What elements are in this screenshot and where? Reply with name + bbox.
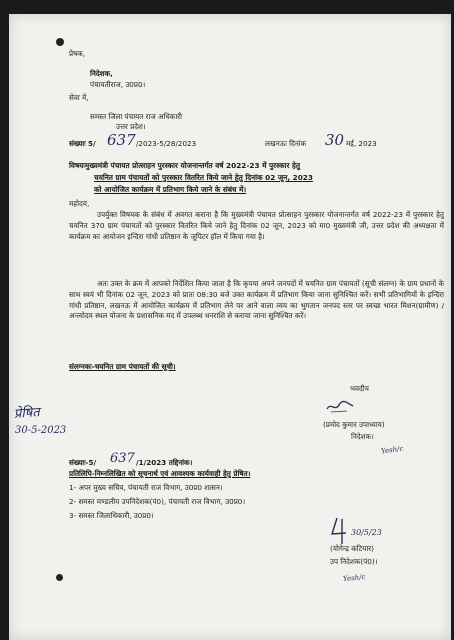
sender-title: निदेशक,	[90, 69, 113, 78]
subject-line-3: को आयोजित कार्यक्रम में प्रतिभाग किये जाने के संबंध में।	[94, 185, 247, 194]
ref-handwritten-number: 637	[107, 131, 136, 149]
body-paragraph-2: अतः उक्त के क्रम में आपको निर्देशित किया जाता है कि कृपया अपने जनपदों में चयनित ग्राम पंचायतों (सूची संलग्न) के ग्राम प्रधानों के साथ स्वयं भी दिनांक 02 जून, 2023 को प्रातः 08:30 बजे उक्त कार्यक्रम में प्रतिभाग किया जाना सुनिश्चित करें। सभी प्रतिभागियों के इन्दिरा गांधी प्रतिष्ठान, लखनऊ में आयोजित कार्यक्रम में प्रतिभाग लेने पर आने वाला व्यय का भुगतान जनपद स्तर पर स्वच्छ भारत मिशन(ग्रामीण) /अन्त्योदय स्थल योजना के प्रशासनिक मद में उपलब्ध धनराशि से कराया जाना सुनिश्चित करें।	[69, 279, 444, 321]
copy-ref-suffix: /1/2023 तद्दिनांक।	[136, 458, 193, 467]
recipient-line-2: उत्तर प्रदेश।	[116, 122, 146, 131]
copy-reference-line	[69, 451, 329, 470]
sender-office: पंचायतीराज, उ0प्र0।	[90, 80, 146, 89]
punch-hole	[56, 574, 63, 581]
signatory-name: (प्रमोद कुमार उपाध्याय)	[323, 420, 385, 429]
ref-prefix: संख्याः 5/	[69, 139, 96, 148]
recipient-line-1: समस्त जिला पंचायत राज अधिकारी	[90, 112, 182, 121]
ref-place-date: लखनऊः दिनांक	[265, 139, 307, 148]
deputy-title: उप निदेशक(पं0)।	[330, 557, 378, 566]
signatory-title: निदेशक।	[351, 432, 374, 441]
closing: भवदीय	[350, 384, 369, 393]
subject-line-2: चयनित ग्राम पंचायतों को पुरस्कार वितरित किये जाने हेतु दिनांक 02 जून, 2023	[94, 173, 313, 182]
salutation: महोदय,	[69, 199, 90, 208]
copy-item-1: 1- अपर मुख्य सचिव, पंचायती राज विभाग, उ0प्र0 शासन।	[69, 483, 223, 492]
margin-note-date: 30-5-2023	[15, 425, 67, 436]
ref-middle: /2023-5/28/2023	[136, 139, 197, 148]
copy-ref-handwritten: 637	[110, 451, 135, 466]
letter-page	[9, 14, 451, 640]
reference-line	[69, 131, 441, 150]
ref-month-year: मई, 2023	[346, 139, 377, 148]
copy-intro: प्रतिलिपि-निम्नलिखित को सूचनार्थ एवं आवश्यक कार्यवाही हेतु प्रेषित।	[69, 469, 251, 478]
enclosure-line: संलग्नकः-चयनित ग्राम पंचायतों की सूची।	[69, 362, 176, 371]
director-signature	[325, 400, 355, 414]
sender-label: प्रेषक,	[69, 49, 86, 58]
margin-note-forwarded: प्रेषित	[13, 405, 41, 422]
deputy-name: (योगेन्द्र कटियार)	[330, 544, 374, 553]
copy-item-2: 2- समस्त मण्डलीय उपनिदेशक(पं0), पंचायती राज विभाग, उ0प्र0।	[69, 497, 246, 506]
body-paragraph-1: उपर्युक्त विषयक के संबंध में अवगत कराना है कि मुख्यमंत्री पंचायत प्रोत्साहन पुरस्कार योजनान्तर्गत वर्ष 2022-23 में पुरस्कार हेतु चयनित 370 ग्राम पंचायतों को पुरस्कार वितरित किये जाने हेतु दिनांक 02 जून, 2023 को मा0 मुख्यमंत्री जी, उत्तर प्रदेश की अध्यक्षता में कार्यक्रम का आयोजन इन्दिरा गांधी प्रतिष्ठान के जूपिटर हॉल में किया गया है।	[69, 210, 444, 241]
deputy-signature	[329, 516, 351, 546]
subject-line-1: विषयःमुख्यमंत्री पंचायत प्रोत्साहन पुरस्कार योजनान्तर्गत वर्ष 2022-23 में पुरस्कार हेतु	[69, 161, 301, 170]
deputy-signature-date: 30/5/23	[351, 528, 382, 537]
copy-ref-prefix: संख्याः-5/	[69, 458, 97, 467]
handwritten-initials-2: Yesh/c	[342, 572, 366, 584]
handwritten-initials: Yesh/c	[380, 444, 404, 456]
copy-item-3: 3- समस्त जिलाधिकारी, उ0प्र0।	[69, 511, 154, 520]
punch-hole	[56, 38, 64, 46]
recipient-label: सेवा में,	[69, 93, 89, 102]
ref-handwritten-day: 30	[325, 131, 345, 149]
